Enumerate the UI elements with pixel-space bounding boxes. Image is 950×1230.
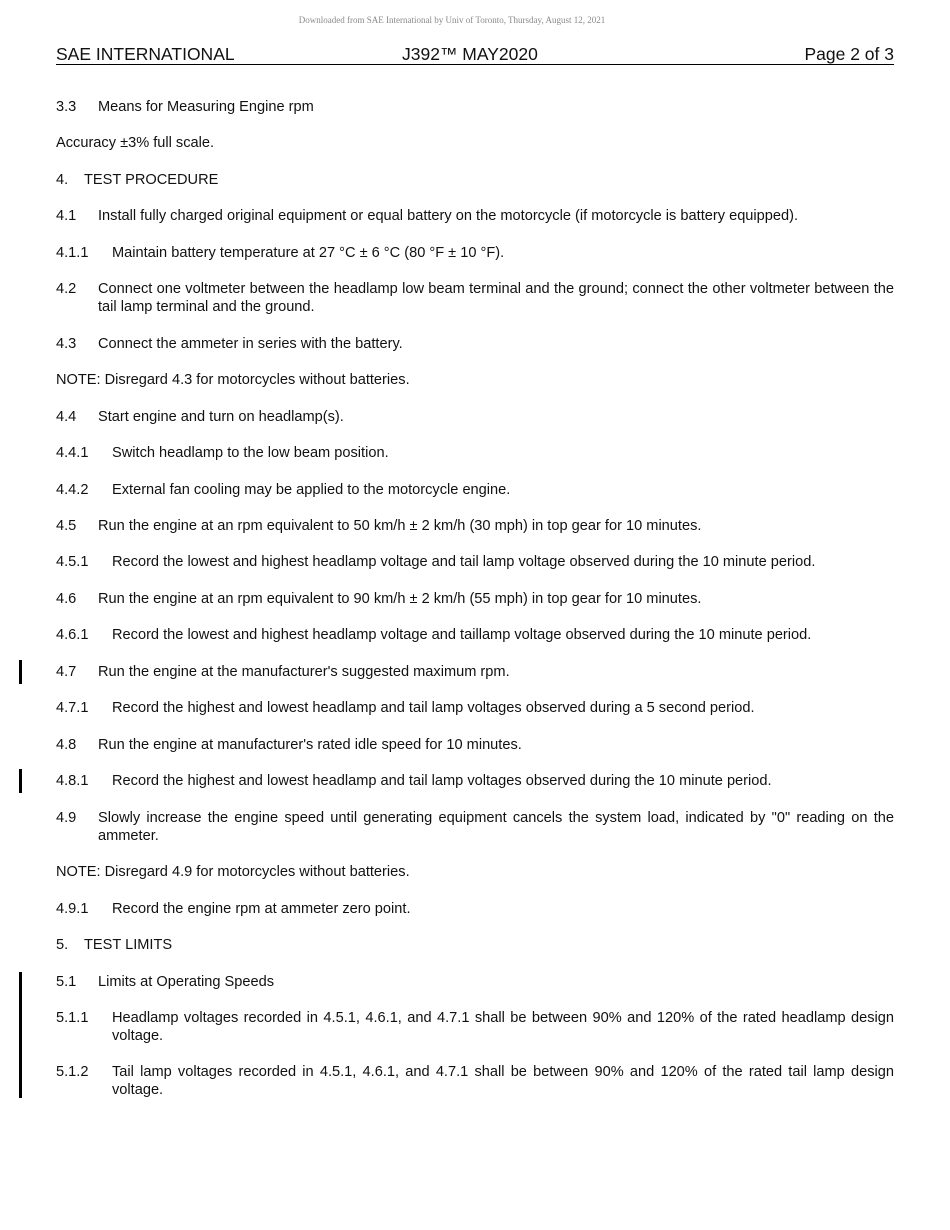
download-watermark: Downloaded from SAE International by Univ of Toronto, Thursday, August 12, 2021 bbox=[298, 15, 606, 25]
paragraph-text: Connect the ammeter in series with the battery. bbox=[98, 336, 403, 352]
paragraph-number: 4. bbox=[56, 172, 69, 188]
paragraph-number: 4.8.1 bbox=[56, 773, 89, 789]
change-bar bbox=[19, 769, 22, 793]
paragraph-text: Tail lamp voltages recorded in 4.5.1, 4.6.1, and 4.7.1 shall be between 90% and 120% of the rated tail lamp design voltage. bbox=[112, 1064, 894, 1098]
section-4-3 bbox=[56, 335, 894, 353]
paragraph-number: 4.4.1 bbox=[56, 445, 89, 461]
section-4-4-1 bbox=[56, 444, 894, 462]
paragraph-text: Record the lowest and highest headlamp voltage and taillamp voltage observed during the 10 minute period. bbox=[112, 627, 812, 643]
header-organization: SAE INTERNATIONAL bbox=[56, 44, 235, 64]
paragraph-number: 5.1.1 bbox=[56, 1010, 89, 1026]
paragraph-text: Slowly increase the engine speed until generating equipment cancels the system load, indicated by "0" reading on the ammeter. bbox=[98, 810, 894, 844]
section-5-1-2 bbox=[56, 1063, 894, 1099]
paragraph-number: 4.4 bbox=[56, 409, 77, 425]
section-4-5-1 bbox=[56, 553, 894, 571]
paragraph-text: Run the engine at an rpm equivalent to 90 km/h ± 2 km/h (55 mph) in top gear for 10 minutes. bbox=[98, 591, 702, 607]
accuracy-text bbox=[56, 134, 894, 152]
section-5-1 bbox=[56, 973, 894, 991]
section-5-heading bbox=[56, 936, 894, 954]
paragraph-number: 4.7 bbox=[56, 664, 77, 680]
paragraph-text: Connect one voltmeter between the headlamp low beam terminal and the ground; connect the other voltmeter between the tail lamp terminal and the ground. bbox=[98, 281, 894, 315]
header-document-id: J392™ MAY2020 bbox=[402, 44, 538, 64]
section-4-8-1 bbox=[56, 772, 894, 790]
note-text: NOTE: Disregard 4.9 for motorcycles without batteries. bbox=[56, 864, 410, 880]
paragraph-number: 4.9 bbox=[56, 810, 77, 826]
change-bar bbox=[19, 972, 22, 1098]
paragraph-number: 5.1 bbox=[56, 974, 77, 990]
paragraph-text: Record the highest and lowest headlamp and tail lamp voltages observed during the 10 minute period. bbox=[112, 773, 772, 789]
paragraph-number: 4.6 bbox=[56, 591, 77, 607]
section-4-7 bbox=[56, 663, 894, 681]
paragraph-number: 3.3 bbox=[56, 99, 77, 115]
section-4-4 bbox=[56, 408, 894, 426]
paragraph-text: External fan cooling may be applied to the motorcycle engine. bbox=[112, 482, 511, 498]
header-page-number: Page 2 of 3 bbox=[804, 44, 894, 64]
paragraph-number: 4.6.1 bbox=[56, 627, 89, 643]
paragraph-number: 4.1 bbox=[56, 208, 77, 224]
note-4-3 bbox=[56, 371, 894, 389]
paragraph-text: Record the highest and lowest headlamp and tail lamp voltages observed during a 5 second period. bbox=[112, 700, 755, 716]
paragraph-text: Run the engine at the manufacturer's suggested maximum rpm. bbox=[98, 664, 510, 680]
paragraph-text: Headlamp voltages recorded in 4.5.1, 4.6.1, and 4.7.1 shall be between 90% and 120% of the rated headlamp design voltage. bbox=[112, 1010, 894, 1044]
paragraph-text: Run the engine at manufacturer's rated idle speed for 10 minutes. bbox=[98, 737, 522, 753]
paragraph-text: TEST PROCEDURE bbox=[84, 172, 219, 188]
section-4-6-1 bbox=[56, 626, 894, 644]
paragraph-text: Means for Measuring Engine rpm bbox=[98, 99, 314, 115]
page-header bbox=[56, 44, 894, 65]
section-4-heading bbox=[56, 171, 894, 189]
section-4-7-1 bbox=[56, 699, 894, 717]
section-4-8 bbox=[56, 736, 894, 754]
section-4-9 bbox=[56, 809, 894, 845]
paragraph-text: Limits at Operating Speeds bbox=[98, 974, 275, 990]
section-4-9-1 bbox=[56, 900, 894, 918]
paragraph-text: Record the engine rpm at ammeter zero point. bbox=[112, 901, 411, 917]
section-5-1-1 bbox=[56, 1009, 894, 1045]
change-bar bbox=[19, 660, 22, 684]
note-text: NOTE: Disregard 4.3 for motorcycles without batteries. bbox=[56, 372, 410, 388]
paragraph-number: 4.5 bbox=[56, 518, 77, 534]
paragraph-number: 5. bbox=[56, 937, 69, 953]
paragraph-number: 4.9.1 bbox=[56, 901, 89, 917]
section-4-6 bbox=[56, 590, 894, 608]
note-4-9 bbox=[56, 863, 894, 881]
paragraph-text: Record the lowest and highest headlamp voltage and tail lamp voltage observed during the 10 minute period. bbox=[112, 554, 816, 570]
section-4-5 bbox=[56, 517, 894, 535]
paragraph-number: 4.3 bbox=[56, 336, 77, 352]
paragraph-number: 4.8 bbox=[56, 737, 77, 753]
paragraph-number: 4.7.1 bbox=[56, 700, 89, 716]
paragraph-number: 4.4.2 bbox=[56, 482, 89, 498]
section-3-3 bbox=[56, 98, 894, 116]
paragraph-text: Start engine and turn on headlamp(s). bbox=[98, 409, 344, 425]
section-4-2 bbox=[56, 280, 894, 316]
section-4-1 bbox=[56, 207, 894, 225]
paragraph-text: Maintain battery temperature at 27 °C ± 6 °C (80 °F ± 10 °F). bbox=[112, 245, 505, 261]
paragraph-text: TEST LIMITS bbox=[84, 937, 173, 953]
paragraph-text: Install fully charged original equipment or equal battery on the motorcycle (if motorcycle is battery equipped). bbox=[98, 208, 799, 224]
paragraph-text: Accuracy ±3% full scale. bbox=[56, 135, 215, 151]
paragraph-number: 4.1.1 bbox=[56, 245, 89, 261]
paragraph-number: 5.1.2 bbox=[56, 1064, 89, 1080]
paragraph-text: Run the engine at an rpm equivalent to 50 km/h ± 2 km/h (30 mph) in top gear for 10 minutes. bbox=[98, 518, 702, 534]
paragraph-number: 4.2 bbox=[56, 281, 77, 297]
paragraph-text: Switch headlamp to the low beam position. bbox=[112, 445, 389, 461]
section-4-1-1 bbox=[56, 244, 894, 262]
section-4-4-2 bbox=[56, 481, 894, 499]
paragraph-number: 4.5.1 bbox=[56, 554, 89, 570]
